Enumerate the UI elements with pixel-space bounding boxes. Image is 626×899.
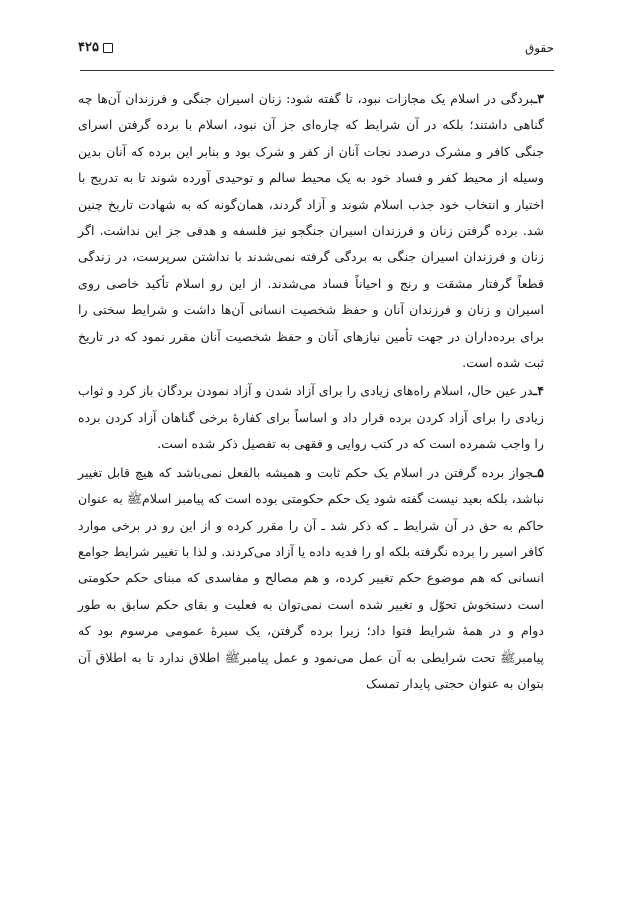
running-title: حقوق [525,41,554,55]
square-icon [103,43,113,53]
paragraph-text: در عین حال، اسلام راه‌های زیادی را برای آزاد شدن و آزاد نمودن بردگان باز کرد و ثواب زیادی را برای آزاد کردن برده قرار داد و اساساً برای کفارهٔ برخی گناهان آزاد کردن برده را واجب شمرده است که در کتب روایی و فقهی به تفصیل ذکر شده است. [78,383,544,452]
paragraph-5 [78,460,544,698]
page-number: ۴۲۵ [78,40,99,55]
paragraph-4 [78,378,544,457]
page-number-block [78,40,113,55]
page-header [60,38,566,62]
paragraph-number: ۵ـ [533,464,544,480]
paragraph-number: ۴ـ [533,383,544,399]
body-text [78,86,544,699]
paragraph-text: جواز برده گرفتن در اسلام یک حکم ثابت و همیشه بالفعل نمی‌باشد که هیچ قابل تغییر نباشد، بلکه بعید نیست گفته شود یک حکم حکومتی بوده است که پیامبر اسلامﷺ به عنوان حاکم به حق در آن شرایط ـ که ذکر شد ـ آن را مقرر کرده و از این رو در برخی موارد کافر اسیر را برده نگرفته بلکه او را فدیه داده یا آزاد می‌کردند. و لذا با تغییر شرایط جوامع انسانی که هم موضوع حکم تغییر کرده، و هم مصالح و مفاسدی که مبنای حکم حکومتی است دستخوش تحوّل و تغییر شده است نمی‌توان به فعلیت و بقای حکم سابق به طور دوام و در همهٔ شرایط فتوا داد؛ زیرا برده گرفتن، یک سیرهٔ عمومی مرسوم بود که پیامبرﷺ تحت شرایطی به آن عمل می‌نمود و عمل پیامبرﷺ اطلاق ندارد تا به اطلاق آن بتوان به عنوان حجتی پایدار تمسک [78,464,544,691]
header-divider [80,70,554,71]
paragraph-3 [78,86,544,376]
paragraph-text: بردگی در اسلام یک مجازات نبود، تا گفته شود: زنان اسیران جنگی و فرزندان آن‌ها چه گناهی داشتند؛ بلکه در آن شرایط که چاره‌ای جز آن نبود، اسلام با برده گرفتن اسرای جنگی کافر و مشرک درصدد نجات آنان از کفر و شرک بود و بنابر این برده که آنان بدین وسیله از محیط کفر و فساد خود به یک محیط سالم و توحیدی آورده شوند تا به تدریج با اختیار و انتخاب خود جذب اسلام شوند و آزاد گردند، همان‌گونه که به شهادت تاریخ چنین شد. برده گرفتن زنان و فرزندان اسیران جنگجو نیز فلسفه و هدفی جز این نداشت. اگر زنان و فرزندان اسیران جنگی به بردگی گرفته نمی‌شدند با نداشتن سرپرست، در زندگی قطعاً گرفتار مشقت و رنج و احیاناً فساد می‌شدند. از این رو اسلام تأکید خاصی روی اسیران و زنان و فرزندان آنان و حفظ شخصیت انسانی آن‌ها داشت و شرایط سختی را برای برده‌داران در جهت تأمین نیازهای آنان و حفظ شخصیت آنان مقرر نمود که در تاریخ ثبت شده است. [78,91,544,371]
paragraph-number: ۳ـ [533,91,544,106]
